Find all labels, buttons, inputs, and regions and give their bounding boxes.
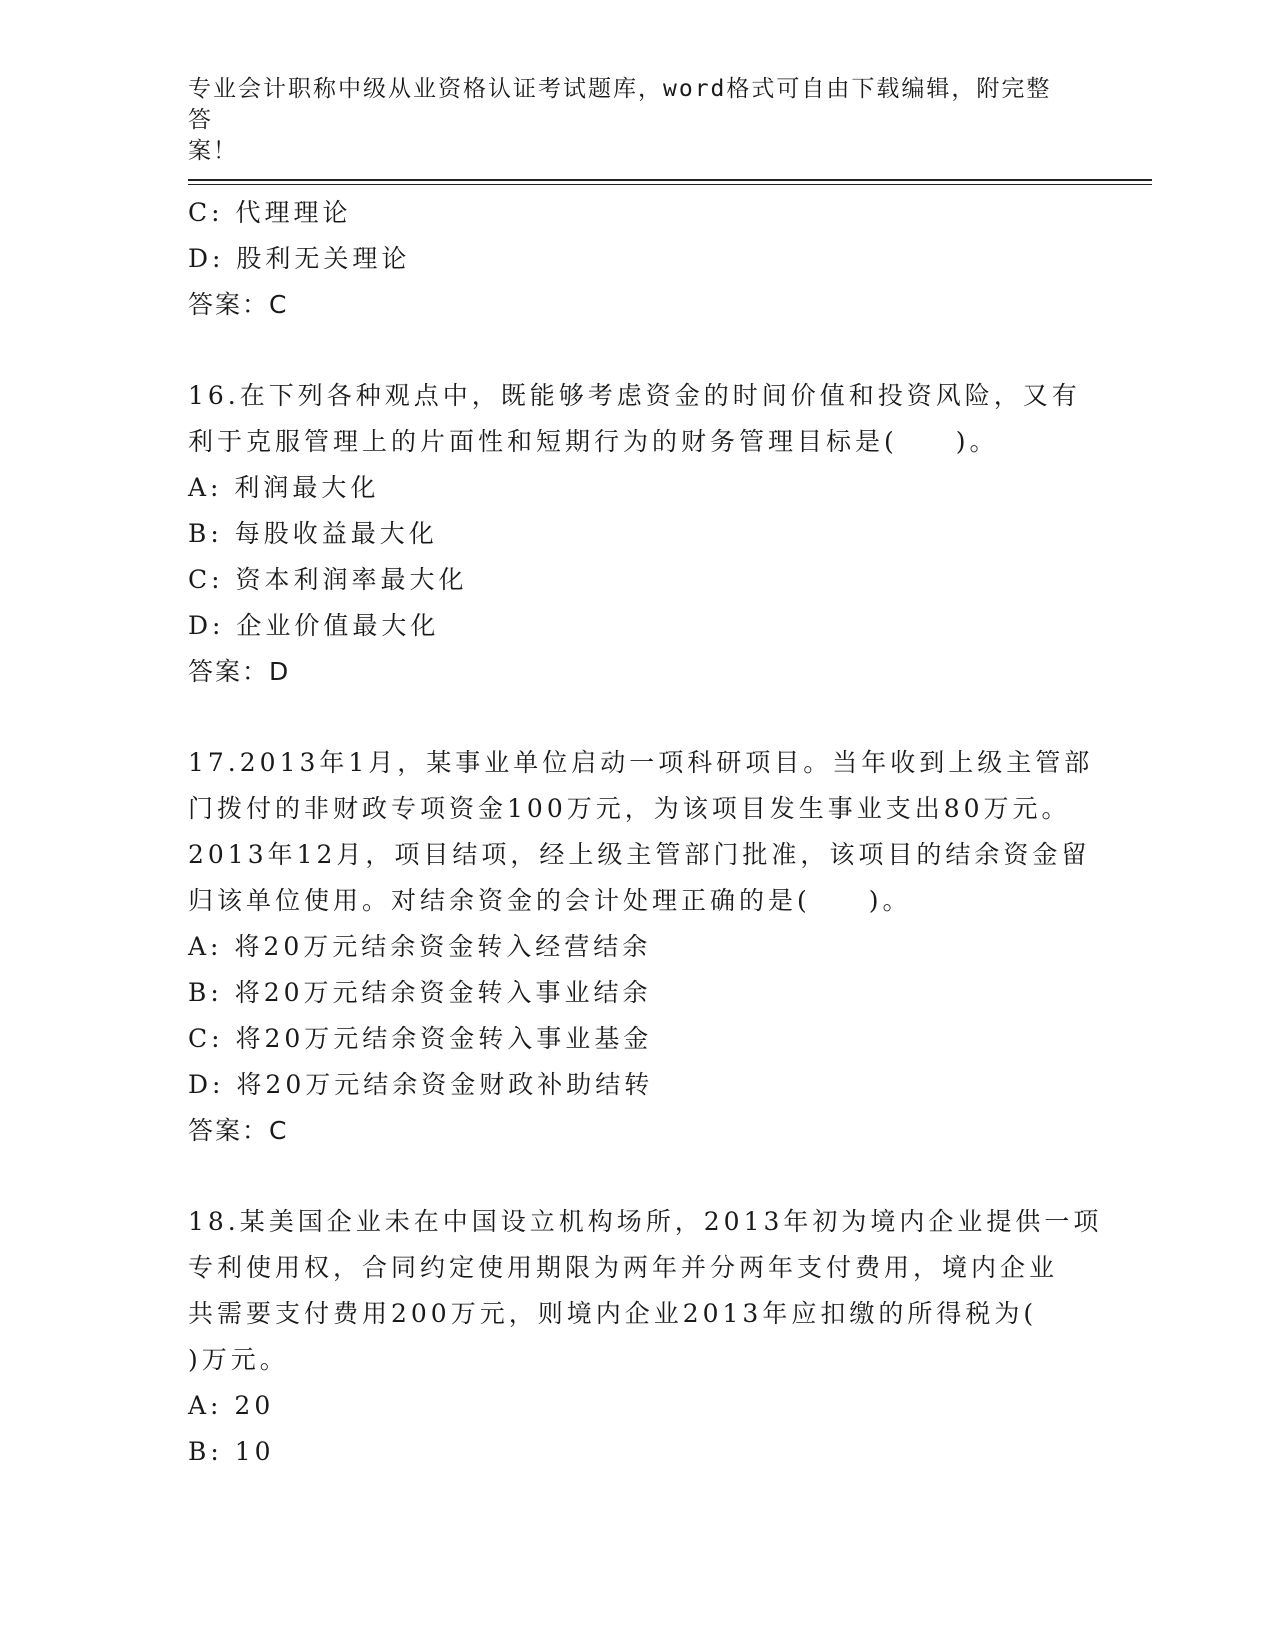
question-15-tail	[188, 190, 1088, 328]
option-d: D: 股利无关理论	[188, 244, 411, 273]
header-line-1: 专业会计职称中级从业资格认证考试题库，word格式可自由下载编辑，附完整答	[188, 76, 1052, 133]
spacer	[188, 328, 1088, 373]
question-stem-line: 16.在下列各种观点中，既能够考虑资金的时间价值和投资风险，又有	[188, 381, 1081, 410]
header-divider-thick	[188, 179, 1152, 181]
option-c: C: 资本利润率最大化	[188, 565, 468, 594]
question-stem-line: )万元。	[188, 1345, 289, 1374]
option-b: B: 每股收益最大化	[188, 519, 438, 548]
option-b: B: 10	[188, 1437, 275, 1466]
question-stem-line: 门拨付的非财政专项资金100万元，为该项目发生事业支出80万元。	[188, 794, 1071, 823]
question-stem-line: 2013年12月，项目结项，经上级主管部门批准，该项目的结余资金留	[188, 840, 1091, 869]
option-c: C: 将20万元结余资金转入事业基金	[188, 1024, 653, 1053]
question-stem-line: 专利使用权，合同约定使用期限为两年并分两年支付费用，境内企业	[188, 1253, 1059, 1282]
option-a: A: 利润最大化	[188, 473, 380, 502]
header-line-2: 案！	[188, 138, 238, 164]
question-18	[188, 1199, 1103, 1475]
question-stem-line: 归该单位使用。对结余资金的会计处理正确的是( )。	[188, 886, 912, 915]
answer: 答案：C	[188, 1116, 289, 1145]
answer: 答案：D	[188, 657, 291, 686]
question-16	[188, 373, 1088, 695]
option-b: B: 将20万元结余资金转入事业结余	[188, 978, 652, 1007]
question-stem-line: 17.2013年1月，某事业单位启动一项科研项目。当年收到上级主管部	[188, 748, 1094, 777]
page-header	[188, 74, 1068, 167]
option-d: D: 将20万元结余资金财政补助结转	[188, 1070, 654, 1099]
question-stem-line: 18.某美国企业未在中国设立机构场所，2013年初为境内企业提供一项	[188, 1207, 1103, 1236]
option-d: D: 企业价值最大化	[188, 611, 440, 640]
spacer	[188, 695, 1088, 740]
spacer	[188, 1154, 1088, 1199]
question-content	[188, 190, 1103, 1475]
header-divider-thin	[188, 184, 1152, 185]
option-c: C: 代理理论	[188, 198, 352, 227]
question-stem-line: 共需要支付费用200万元，则境内企业2013年应扣缴的所得税为(	[188, 1299, 1038, 1328]
question-17	[188, 740, 1094, 1154]
answer: 答案：C	[188, 290, 289, 319]
question-stem-line: 利于克服管理上的片面性和短期行为的财务管理目标是( )。	[188, 427, 999, 456]
option-a: A: 20	[188, 1391, 275, 1420]
option-a: A: 将20万元结余资金转入经营结余	[188, 932, 652, 961]
